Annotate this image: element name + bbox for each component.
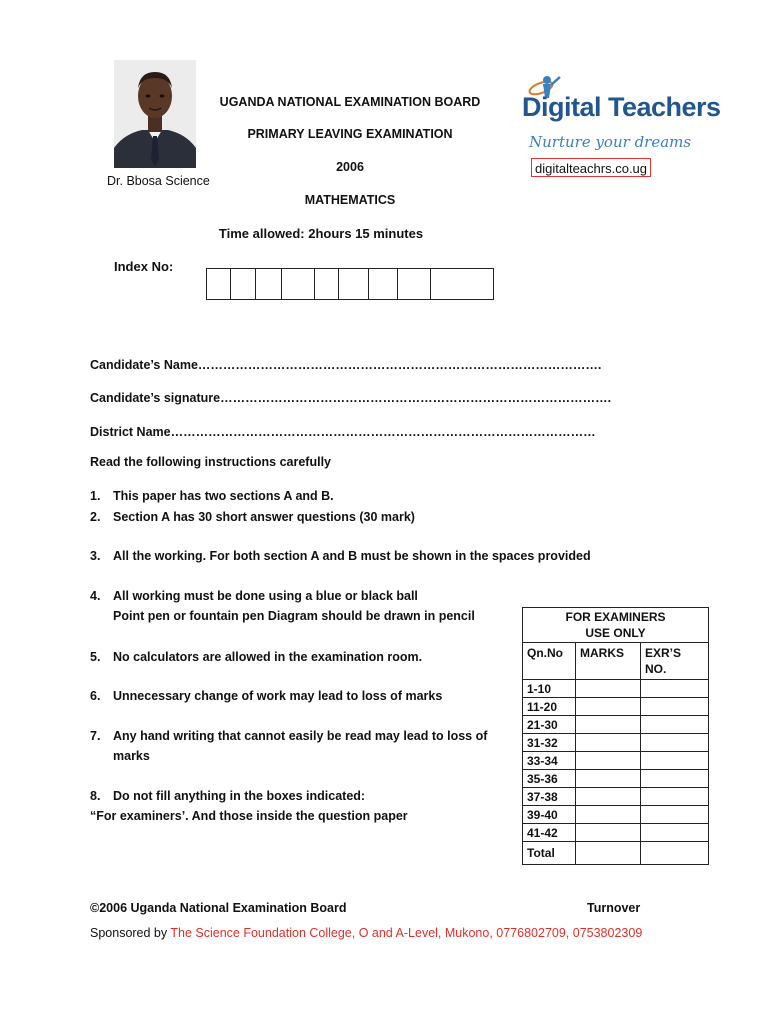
index-box[interactable] [207, 269, 231, 299]
examiners-table-title [523, 608, 709, 643]
index-box[interactable] [256, 269, 282, 299]
question-range: 11-20 [523, 698, 576, 716]
marks-cell[interactable] [576, 806, 641, 824]
instruction-item [90, 647, 510, 667]
examiner-cell[interactable] [641, 824, 709, 842]
instruction-number: 8. [90, 789, 101, 803]
examiners-title-line1: FOR EXAMINERS [565, 610, 666, 624]
total-label: Total [523, 842, 576, 865]
author-photo [114, 60, 196, 168]
instructions-title: Read the following instructions carefully [90, 455, 332, 469]
instruction-number: 4. [90, 589, 101, 603]
instruction-number: 2. [90, 510, 101, 524]
instruction-text: Do not fill anything in the boxes indicated: [113, 789, 366, 803]
index-box[interactable] [339, 269, 369, 299]
logo-tagline: Nurture your dreams [529, 133, 692, 151]
table-row [523, 770, 709, 788]
index-box[interactable] [282, 269, 315, 299]
table-row [523, 734, 709, 752]
candidate-name-field[interactable]: Candidate’s Name……………………………………………………………………………………. [90, 358, 602, 372]
sponsor-line [90, 926, 642, 940]
instruction-text: This paper has two sections A and B. [113, 489, 334, 503]
table-row [523, 806, 709, 824]
examiners-title-line2: USE ONLY [585, 626, 646, 640]
table-row [523, 698, 709, 716]
table-row [523, 788, 709, 806]
question-range: 39-40 [523, 806, 576, 824]
instruction-text: No calculators are allowed in the examination room. [113, 650, 423, 664]
column-header-no: NO. [645, 662, 667, 676]
instruction-text-continued: marks [113, 749, 150, 763]
instruction-number: 5. [90, 650, 101, 664]
time-allowed: Time allowed: 2hours 15 minutes [218, 226, 424, 241]
instruction-number: 7. [90, 729, 101, 743]
marks-cell[interactable] [576, 716, 641, 734]
website-url[interactable]: digitalteachrs.co.ug [531, 158, 651, 177]
marks-cell[interactable] [576, 734, 641, 752]
question-range: 37-38 [523, 788, 576, 806]
table-row [523, 680, 709, 698]
examiner-cell[interactable] [641, 770, 709, 788]
column-header-exr: EXR’S [645, 646, 682, 660]
photo-caption: Dr. Bbosa Science [107, 174, 210, 188]
district-name-field[interactable]: District Name………………………………………………………………………………………… [90, 425, 596, 439]
instruction-text: Section A has 30 short answer questions (30 mark) [113, 510, 415, 524]
index-box[interactable] [431, 269, 493, 299]
exam-subject: MATHEMATICS [304, 193, 396, 207]
instruction-item [90, 586, 510, 626]
marks-cell[interactable] [576, 788, 641, 806]
instruction-text: All the working. For both section A and B must be shown in the spaces provided [113, 549, 591, 563]
examiner-cell[interactable] [641, 752, 709, 770]
examiner-cell[interactable] [641, 734, 709, 752]
question-range: 41-42 [523, 824, 576, 842]
instruction-text: All working must be done using a blue or black ball [113, 589, 418, 603]
marks-cell[interactable] [576, 680, 641, 698]
examiners-table [522, 607, 709, 865]
question-range: 31-32 [523, 734, 576, 752]
marks-cell[interactable] [576, 752, 641, 770]
index-number-boxes[interactable] [206, 268, 494, 300]
marks-cell[interactable] [576, 824, 641, 842]
exam-name: PRIMARY LEAVING EXAMINATION [247, 127, 453, 141]
question-range: 1-10 [523, 680, 576, 698]
examiner-cell[interactable] [641, 698, 709, 716]
question-range: 33-34 [523, 752, 576, 770]
marks-cell[interactable] [576, 770, 641, 788]
logo-title: Digital Teachers [522, 92, 721, 122]
exam-year: 2006 [336, 160, 364, 174]
instruction-number: 3. [90, 549, 101, 563]
table-row [523, 824, 709, 842]
instruction-number: 1. [90, 489, 101, 503]
instruction-text: Unnecessary change of work may lead to loss of marks [113, 689, 443, 703]
table-row [523, 842, 709, 865]
column-header-examiner-no [641, 643, 709, 680]
index-box[interactable] [315, 269, 339, 299]
index-box[interactable] [369, 269, 398, 299]
question-range: 35-36 [523, 770, 576, 788]
index-box[interactable] [398, 269, 431, 299]
examiner-cell[interactable] [641, 788, 709, 806]
examiner-cell[interactable] [641, 680, 709, 698]
instruction-text-continued: “For examiners’. And those inside the question paper [90, 809, 408, 823]
column-header-qn: Qn.No [523, 643, 576, 680]
person-photo-icon [114, 60, 196, 168]
instruction-number: 6. [90, 689, 101, 703]
instruction-item [90, 507, 510, 527]
instruction-item [90, 686, 510, 706]
instruction-item [90, 486, 510, 506]
instruction-item [90, 546, 610, 566]
copyright-notice: ©2006 Uganda National Examination Board [90, 901, 347, 915]
instruction-item [90, 726, 510, 766]
sponsor-detail: The Science Foundation College, O and A-Level, Mukono, 0776802709, 0753802309 [170, 926, 643, 940]
examiner-cell[interactable] [641, 716, 709, 734]
table-row [523, 752, 709, 770]
turnover-label: Turnover [587, 901, 641, 915]
index-number-label: Index No: [114, 259, 174, 274]
examiner-cell[interactable] [641, 806, 709, 824]
sponsor-prefix: Sponsored by [90, 926, 171, 940]
candidate-signature-field[interactable]: Candidate’s signature…………………………………………………………………………………. [90, 391, 612, 405]
instruction-item [90, 786, 510, 826]
question-range: 21-30 [523, 716, 576, 734]
index-box[interactable] [231, 269, 256, 299]
instruction-text: Any hand writing that cannot easily be read may lead to loss of [113, 729, 488, 743]
exam-board-title: UGANDA NATIONAL EXAMINATION BOARD [219, 95, 481, 109]
column-header-marks: MARKS [576, 643, 641, 680]
table-row [523, 716, 709, 734]
instruction-text-continued: Point pen or fountain pen Diagram should be drawn in pencil [113, 609, 475, 623]
total-marks-cell[interactable] [576, 842, 641, 865]
total-examiner-cell[interactable] [641, 842, 709, 865]
marks-cell[interactable] [576, 698, 641, 716]
